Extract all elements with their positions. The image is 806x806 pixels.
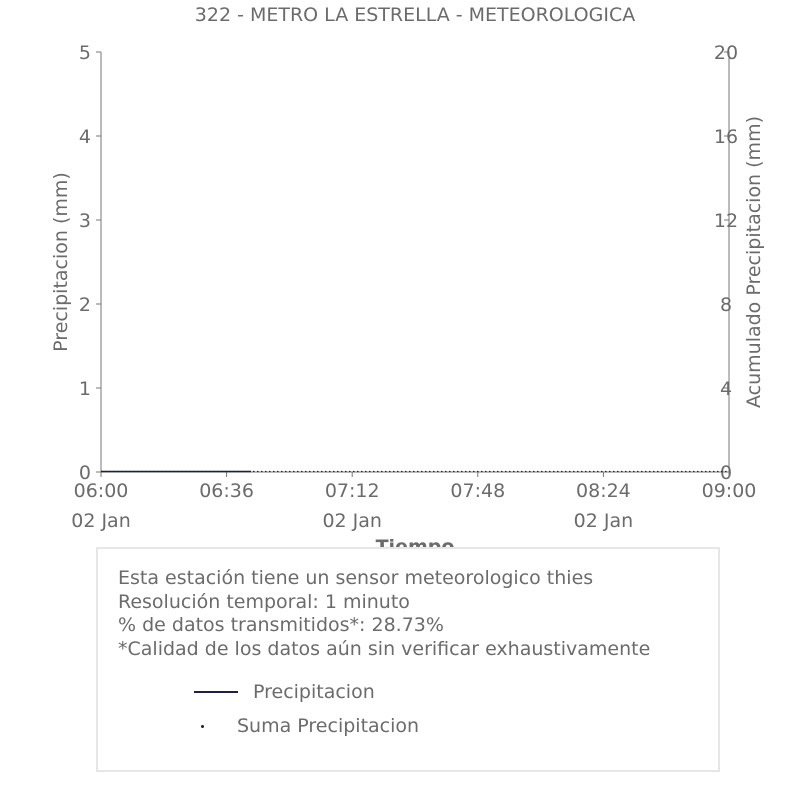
legend-label-suma: Suma Precipitacion [237, 715, 420, 737]
y-tick-label: 2 [78, 294, 91, 316]
info-legend-box [96, 547, 720, 772]
info-line-resolution: Resolución temporal: 1 minuto [118, 590, 410, 613]
y-tick-label: 1 [78, 378, 91, 400]
y-tick-label: 3 [78, 210, 91, 232]
x-tick-date-label: 02 Jan [322, 510, 382, 532]
y-tick-label: 5 [78, 42, 91, 64]
info-line-sensor: Esta estación tiene un sensor meteorologico thies [118, 567, 594, 589]
y-axis-label: Precipitacion (mm) [50, 172, 72, 352]
legend-dot-swatch [201, 725, 204, 728]
x-tick-label: 06:00 [73, 480, 129, 502]
y-tick-label: 4 [78, 126, 91, 148]
x-tick-date-label: 02 Jan [71, 510, 131, 532]
y-tick-label: 0 [78, 462, 91, 484]
legend-label-precipitacion: Precipitacion [253, 681, 375, 703]
y2-tick-label: 16 [713, 126, 739, 148]
chart-title: 322 - METRO LA ESTRELLA - METEOROLOGICA [194, 4, 636, 26]
x-tick-label: 07:12 [324, 480, 380, 502]
x-tick-label: 07:48 [450, 480, 506, 502]
x-tick-date-label: 02 Jan [573, 510, 634, 532]
station-info [118, 567, 650, 661]
y2-tick-label: 8 [719, 294, 733, 316]
x-tick-label: 09:00 [701, 480, 757, 502]
legend-item-precipitacion [194, 681, 375, 703]
x-tick-label: 08:24 [576, 480, 631, 502]
y2-tick-label: 12 [713, 210, 739, 232]
y2-tick-label: 0 [719, 462, 733, 484]
y2-axis-label: Acumulado Precipitacion (mm) [743, 116, 765, 408]
info-line-transmitted: % de datos transmitidos*: 28.73% [118, 614, 444, 636]
x-tick-label: 06:36 [199, 480, 254, 502]
legend-item-suma [194, 715, 419, 737]
info-line-quality: *Calidad de los datos aún sin verificar exhaustivamente [118, 637, 651, 660]
y2-tick-label: 4 [719, 378, 733, 400]
legend-line-swatch [194, 691, 238, 693]
y2-tick-label: 20 [713, 42, 739, 64]
